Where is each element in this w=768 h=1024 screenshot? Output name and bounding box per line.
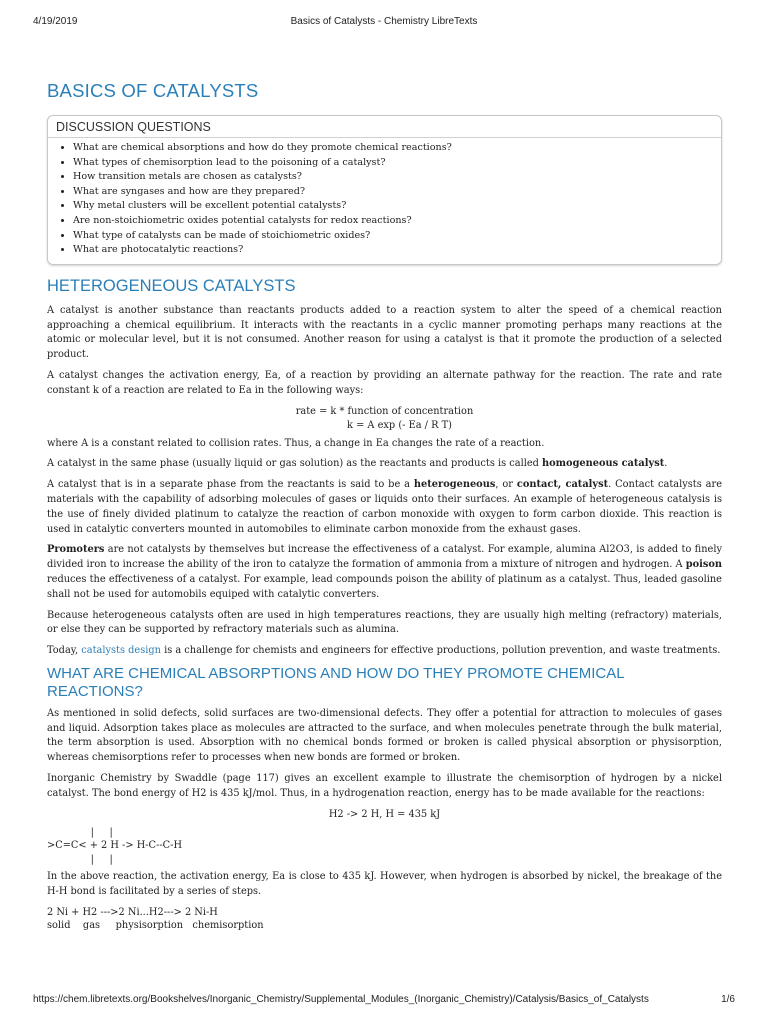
nickel-reaction-labels: solid gas physisorption chemisorption <box>47 919 264 931</box>
absorption-heading: WHAT ARE CHEMICAL ABSORPTIONS AND HOW DO THEY PROMOTE CHEMICAL REACTIONS? <box>47 664 625 700</box>
paragraph: A catalyst changes the activation energy, Ea, of a reaction by providing an alternate pathway for the reaction. The rate and rate constant k of a reaction are related to Ea in the following ways: <box>47 369 722 396</box>
bold-term: Promoters <box>47 544 105 556</box>
print-url: https://chem.libretexts.org/Bookshelves/Inorganic_Chemistry/Supplemental_Modules_(Inorganic_Chemistry)/Catalysis/Basics_of_Catalysts <box>33 994 649 1005</box>
discussion-questions-box <box>47 115 722 265</box>
bold-term: heterogeneous <box>413 479 496 491</box>
paragraph: Inorganic Chemistry by Swaddle (page 117) gives an excellent example to illustrate the chemisorption of hydrogen by a nickel catalyst. The bond energy of H2 is 435 kJ/mol. Thus, in a hydrogenation reaction, energy has to be made available for the reactions: <box>47 773 722 799</box>
list-item: • Are non-stoichiometric oxides potential catalysts for redox reactions? <box>73 214 713 229</box>
list-item: • What are chemical absorptions and how do they promote chemical reactions? <box>73 141 713 156</box>
equation-block <box>47 405 722 433</box>
text-run: Today, <box>47 645 82 657</box>
page-title: BASICS OF CATALYSTS <box>47 80 259 101</box>
text-run: is a challenge for chemists and engineers for effective productions, pollution prevention, and waste treatments. <box>160 645 721 657</box>
text-run: A catalyst in the same phase (usually liquid or gas solution) as the reactants and products is called <box>47 458 543 470</box>
list-item: • What type of catalysts can be made of stoichiometric oxides? <box>73 229 713 244</box>
paragraph <box>47 644 722 659</box>
catalysts-design-link[interactable]: catalysts design <box>81 645 161 657</box>
paragraph: Because heterogeneous catalysts often are used in high temperatures reactions, they are usually high melting (refractory) materials, or else they can be supported by refractory materials such as alumina. <box>47 609 722 636</box>
nickel-reaction: 2 Ni + H2 --->2 Ni...H2---> 2 Ni-H <box>47 906 218 918</box>
print-date: 4/19/2019 <box>33 16 78 27</box>
paragraph <box>47 478 722 537</box>
equation-rate: rate = k * function of concentration <box>295 405 474 417</box>
paragraph <box>47 543 722 602</box>
page-number: 1/6 <box>721 994 735 1005</box>
list-item: • What types of chemisorption lead to the poisoning of a catalyst? <box>73 156 713 171</box>
article-content <box>47 80 722 932</box>
list-item: • Why metal clusters will be excellent potential catalysts? <box>73 199 713 214</box>
list-item: • What are photocatalytic reactions? <box>73 243 713 258</box>
heterogeneous-heading: HETEROGENEOUS CATALYSTS <box>47 276 296 295</box>
paragraph <box>47 457 722 472</box>
text-run: are not catalysts by themselves but increase the effectiveness of a catalyst. For example, alumina Al2O3, is added to finely divided iron to increase the ability of the iron to catalyze the formation of ammonia from a mixture of nitrogen and hydrogen. A <box>47 544 722 571</box>
text-run: A catalyst that is in a separate phase from the reactants is said to be a <box>47 479 414 491</box>
paragraph: As mentioned in solid defects, solid surfaces are two-dimensional defects. They offer a potential for attraction to molecules of gases and liquid. Adsorption takes place as molecules are attracted to the surface, and when molecules penetrate through the bulk material, the term absorption is used. Absorption with no chemical bonds formed or broken is called physical absorption or physisorption, whereas chemisorptions refer to processes when new bonds are formed or broken. <box>47 707 722 764</box>
list-item: • How transition metals are chosen as catalysts? <box>73 170 713 185</box>
paragraph: A catalyst is another substance than reactants products added to a reaction system to alter the speed of a chemical reaction approaching a chemical equilibrium. It interacts with the reactants in a cyclic manner promoting perhaps many reactions at the atomic or molecular level, but it is not consumed. Another reason for using a catalyst is that it promote the production of a selected product. <box>47 304 722 361</box>
text-run: reduces the effectiveness of a catalyst. For example, lead compounds poison the ability of platinum as a catalyst. Thus, leaded gasoline shall not be used for automobils equiped with catalytic converters. <box>47 573 722 600</box>
discussion-list <box>56 141 713 258</box>
equation-h2-dissociation: H2 -> 2 H, H = 435 kJ <box>328 808 441 820</box>
bold-term: homogeneous catalyst <box>542 458 665 470</box>
print-header <box>33 16 735 30</box>
paragraph: In the above reaction, the activation energy, Ea is close to 435 kJ. However, when hydrogen is absorbed by nickel, the breakage of the H-H bond is facilitated by a series of steps. <box>47 871 722 897</box>
equation-arrhenius: k = A exp (- Ea / R T) <box>347 419 452 431</box>
print-title: Basics of Catalysts - Chemistry LibreTexts <box>290 16 478 27</box>
bold-term: contact, catalyst <box>516 479 609 491</box>
text-run: . <box>664 458 668 470</box>
hydrogenation-structure: | | >C=C< + 2 H -> H-C--C-H | | <box>47 826 183 865</box>
print-footer <box>33 994 735 1008</box>
list-item: • What are syngases and how are they prepared? <box>73 185 713 200</box>
discussion-box-title: DISCUSSION QUESTIONS <box>48 120 721 138</box>
paragraph: where A is a constant related to collision rates. Thus, a change in Ea changes the rate of a reaction. <box>47 437 545 449</box>
bold-term: poison <box>685 559 722 571</box>
text-run: , or <box>495 479 517 491</box>
text-run: . Contact catalysts are materials with the capability of adsorbing molecules of gases or liquids onto their surfaces. An example of heterogeneous catalysis is the use of finely divided platinum to catalyze the reaction of carbon monoxide with oxygen to form carbon dioxide. This reaction is used in catalytic converters mounted in automobiles to eliminate carbon monoxide from the exhaust gases. <box>47 479 722 535</box>
